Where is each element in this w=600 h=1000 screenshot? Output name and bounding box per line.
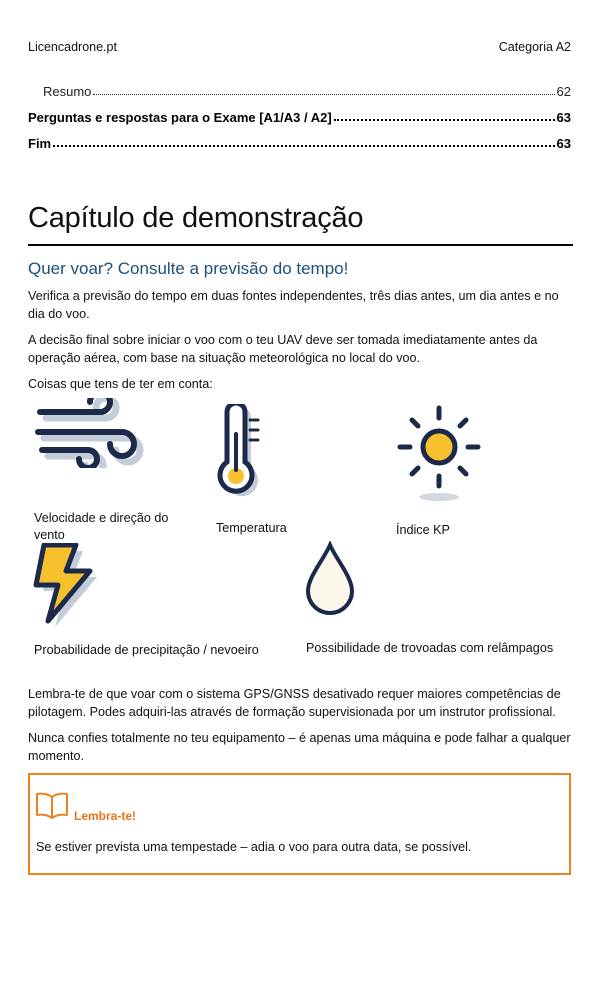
reminder-callout [28, 773, 571, 875]
sun-icon [393, 404, 485, 508]
header-site-name: Licencadrone.pt [28, 40, 117, 54]
toc-entry-label: Fim [28, 136, 52, 151]
paragraph-things-to-consider: Coisas que tens de ter em conta: [28, 377, 213, 391]
toc-entry-page: 63 [556, 110, 571, 125]
chapter-title: Capítulo de demonstração [28, 202, 364, 234]
toc-leader-dots [334, 118, 555, 121]
factor-label-temperature: Temperatura [216, 521, 287, 535]
chapter-divider [28, 244, 573, 246]
toc-entry-label: Perguntas e respostas para o Exame [A1/A3 / A2] [28, 110, 332, 125]
header-category: Categoria A2 [498, 40, 571, 54]
toc-leader-dots [93, 93, 554, 95]
toc-leader-dots [53, 144, 554, 147]
paragraph-equipment-warning: Nunca confies totalmente no teu equipamento – é apenas uma máquina e pode falhar a qualquer momento. [28, 731, 571, 763]
toc-entry-page: 63 [556, 136, 571, 151]
toc-entry-perguntas[interactable] [28, 110, 571, 125]
toc-entry-label: Resumo [43, 84, 92, 99]
callout-text: Se estiver prevista uma tempestade – adia o voo para outra data, se possível. [36, 840, 472, 854]
paragraph-gps-skills: Lembra-te de que voar com o sistema GPS/GNSS desativado requer maiores competências de pilotagem. Podes adquiri-las através de formação supervisionada por um instrutor profissional. [28, 687, 561, 719]
toc-entry-resumo[interactable] [28, 84, 571, 99]
factor-label-kp: Índice KP [396, 523, 450, 537]
toc-entry-fim[interactable] [28, 136, 571, 151]
factor-label-wind: Velocidade e direção do vento [34, 511, 169, 542]
open-book-icon [35, 791, 69, 821]
toc-entry-page: 62 [556, 84, 571, 99]
raindrop-icon [302, 541, 360, 619]
callout-title: Lembra-te! [74, 809, 137, 823]
section-title: Quer voar? Consulte a previsão do tempo! [28, 259, 349, 278]
factor-label-precipitation: Probabilidade de precipitação / nevoeiro [34, 643, 259, 657]
wind-icon [30, 398, 150, 468]
paragraph-forecast-sources: Verifica a previsão do tempo em duas fontes independentes, três dias antes, um dia antes e no dia do voo. [28, 289, 559, 321]
lightning-bolt-icon [30, 543, 108, 627]
factor-label-thunderstorm: Possibilidade de trovoadas com relâmpagos [306, 641, 554, 655]
paragraph-final-decision: A decisão final sobre iniciar o voo com o teu UAV deve ser tomada imediatamente antes da operação aérea, com base na situação meteorológica no local do voo. [28, 333, 538, 365]
thermometer-icon [208, 404, 270, 504]
